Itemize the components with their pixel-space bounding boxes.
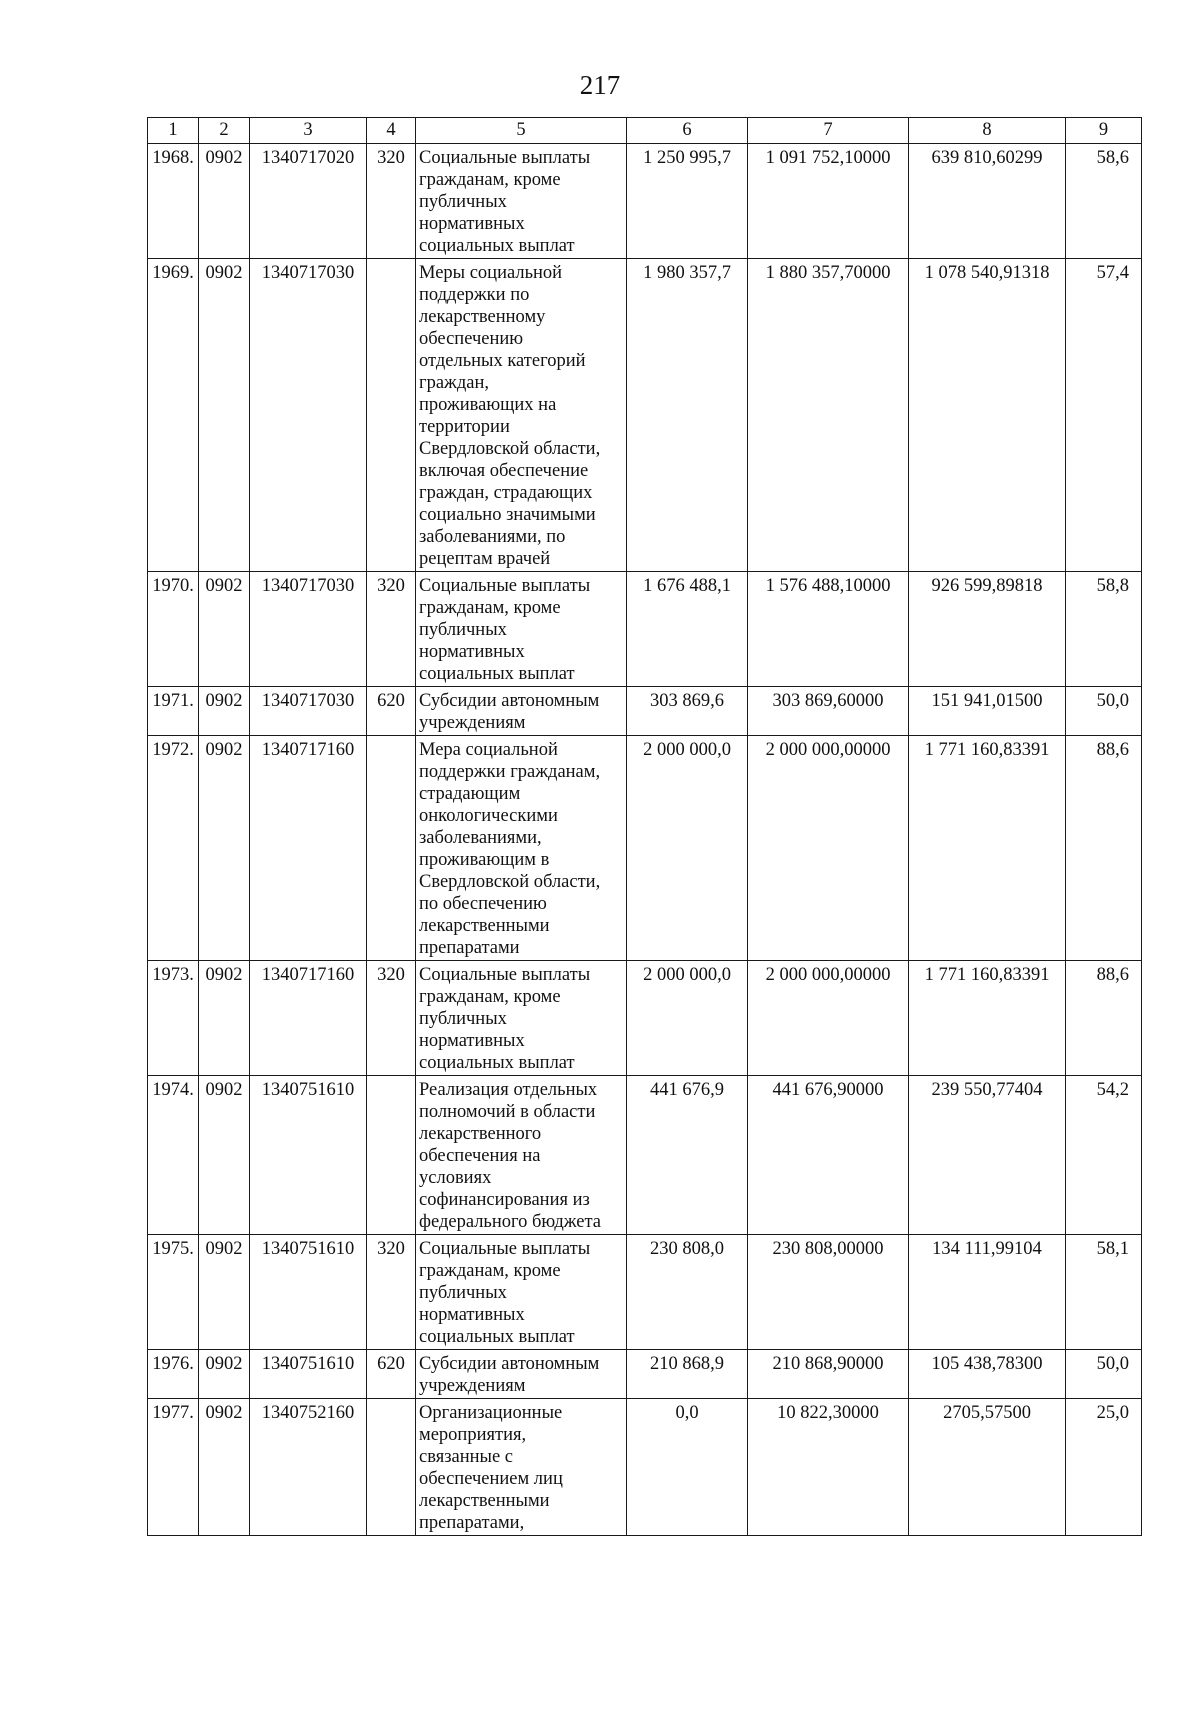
section-code-cell: 0902 (199, 1076, 250, 1235)
name-line: нормативных (419, 642, 525, 662)
name-line: нормативных (419, 214, 525, 234)
name-line: полномочий в области (419, 1102, 596, 1122)
expense-type-cell (367, 259, 416, 572)
value-col6-cell: 0,0 (627, 1399, 748, 1536)
name-line: нормативных (419, 1305, 525, 1325)
section-code-cell: 0902 (199, 1235, 250, 1350)
name-line: обеспечения на (419, 1146, 541, 1166)
target-article-cell: 1340717030 (250, 572, 367, 687)
percent-cell: 58,6 (1066, 144, 1142, 259)
name-line: Организационные (419, 1403, 563, 1423)
name-line: публичных (419, 1009, 507, 1029)
target-article-cell: 1340751610 (250, 1076, 367, 1235)
table-row (148, 144, 1142, 259)
section-code-cell: 0902 (199, 1399, 250, 1536)
table-header-row (148, 118, 1142, 144)
budget-table (147, 117, 1142, 1536)
percent-cell: 25,0 (1066, 1399, 1142, 1536)
expense-type-cell: 620 (367, 1350, 416, 1399)
target-article-cell: 1340717030 (250, 259, 367, 572)
value-col6-cell: 1 980 357,7 (627, 259, 748, 572)
value-col7-cell: 2 000 000,00000 (748, 736, 909, 961)
name-line: учреждениям (419, 713, 526, 733)
value-col8-cell: 1 771 160,83391 (909, 961, 1066, 1076)
value-col6-cell: 230 808,0 (627, 1235, 748, 1350)
name-line: Мера социальной (419, 740, 558, 760)
name-line: онкологическими (419, 806, 558, 826)
name-line: гражданам, кроме (419, 598, 561, 618)
name-line: Социальные выплаты (419, 965, 591, 985)
name-line: рецептам врачей (419, 549, 551, 569)
target-article-cell: 1340717030 (250, 687, 367, 736)
value-col7-cell: 210 868,90000 (748, 1350, 909, 1399)
header-cell: 2 (199, 118, 250, 144)
name-line: препаратами, (419, 1513, 525, 1533)
value-col8-cell: 239 550,77404 (909, 1076, 1066, 1235)
row-number-cell: 1972. (148, 736, 199, 961)
name-line: условиях (419, 1168, 492, 1188)
row-number-cell: 1974. (148, 1076, 199, 1235)
name-line: нормативных (419, 1031, 525, 1051)
name-line: препаратами (419, 938, 520, 958)
section-code-cell: 0902 (199, 736, 250, 961)
name-cell (416, 572, 627, 687)
name-line: федерального бюджета (419, 1212, 602, 1232)
value-col8-cell: 134 111,99104 (909, 1235, 1066, 1350)
percent-cell: 54,2 (1066, 1076, 1142, 1235)
header-cell: 7 (748, 118, 909, 144)
row-number-cell: 1969. (148, 259, 199, 572)
section-code-cell: 0902 (199, 961, 250, 1076)
table-row (148, 736, 1142, 961)
name-line: лекарственному (419, 307, 546, 327)
name-line: по обеспечению (419, 894, 547, 914)
page-number: 217 (579, 70, 621, 100)
value-col6-cell: 1 250 995,7 (627, 144, 748, 259)
value-col6-cell: 2 000 000,0 (627, 736, 748, 961)
header-cell: 3 (250, 118, 367, 144)
value-col8-cell: 1 771 160,83391 (909, 736, 1066, 961)
name-line: социальных выплат (419, 236, 575, 256)
name-line: Социальные выплаты (419, 1239, 591, 1259)
value-col6-cell: 1 676 488,1 (627, 572, 748, 687)
name-line: Реализация отдельных (419, 1080, 598, 1100)
value-col7-cell: 441 676,90000 (748, 1076, 909, 1235)
name-line: Социальные выплаты (419, 576, 591, 596)
value-col7-cell: 230 808,00000 (748, 1235, 909, 1350)
name-line: заболеваниями, по (419, 527, 566, 547)
name-line: мероприятия, (419, 1425, 527, 1445)
name-line: софинансирования из (419, 1190, 590, 1210)
expense-type-cell (367, 1076, 416, 1235)
name-line: публичных (419, 1283, 507, 1303)
table-row (148, 572, 1142, 687)
name-line: проживающих на (419, 395, 557, 415)
table-row (148, 687, 1142, 736)
name-line: лекарственного (419, 1124, 542, 1144)
name-line: Субсидии автономным (419, 691, 600, 711)
value-col7-cell: 1 880 357,70000 (748, 259, 909, 572)
name-cell (416, 687, 627, 736)
name-line: социально значимыми (419, 505, 596, 525)
expense-type-cell (367, 736, 416, 961)
name-line: заболеваниями, (419, 828, 542, 848)
value-col7-cell: 1 576 488,10000 (748, 572, 909, 687)
value-col7-cell: 1 091 752,10000 (748, 144, 909, 259)
value-col6-cell: 303 869,6 (627, 687, 748, 736)
row-number-cell: 1973. (148, 961, 199, 1076)
header-cell: 4 (367, 118, 416, 144)
name-line: гражданам, кроме (419, 987, 561, 1007)
value-col8-cell: 639 810,60299 (909, 144, 1066, 259)
table-row (148, 1235, 1142, 1350)
name-line: публичных (419, 620, 507, 640)
value-col8-cell: 105 438,78300 (909, 1350, 1066, 1399)
row-number-cell: 1968. (148, 144, 199, 259)
target-article-cell: 1340752160 (250, 1399, 367, 1536)
name-line: Социальные выплаты (419, 148, 591, 168)
name-line: учреждениям (419, 1376, 526, 1396)
name-line: Меры социальной (419, 263, 563, 283)
target-article-cell: 1340717020 (250, 144, 367, 259)
name-line: граждан, страдающих (419, 483, 593, 503)
value-col8-cell: 2705,57500 (909, 1399, 1066, 1536)
row-number-cell: 1975. (148, 1235, 199, 1350)
table-row (148, 961, 1142, 1076)
percent-cell: 58,8 (1066, 572, 1142, 687)
header-cell: 9 (1066, 118, 1142, 144)
name-cell (416, 736, 627, 961)
name-cell (416, 144, 627, 259)
table-row (148, 259, 1142, 572)
expense-type-cell: 320 (367, 572, 416, 687)
name-line: Субсидии автономным (419, 1354, 600, 1374)
value-col7-cell: 303 869,60000 (748, 687, 909, 736)
name-line: гражданам, кроме (419, 170, 561, 190)
target-article-cell: 1340751610 (250, 1235, 367, 1350)
name-line: Свердловской области, (419, 439, 601, 459)
target-article-cell: 1340717160 (250, 961, 367, 1076)
value-col6-cell: 441 676,9 (627, 1076, 748, 1235)
percent-cell: 50,0 (1066, 1350, 1142, 1399)
section-code-cell: 0902 (199, 144, 250, 259)
section-code-cell: 0902 (199, 1350, 250, 1399)
name-line: публичных (419, 192, 507, 212)
name-line: поддержки по (419, 285, 530, 305)
row-number-cell: 1970. (148, 572, 199, 687)
name-line: территории (419, 417, 510, 437)
name-line: обеспечению (419, 329, 524, 349)
expense-type-cell: 320 (367, 144, 416, 259)
expense-type-cell: 320 (367, 961, 416, 1076)
name-line: социальных выплат (419, 664, 575, 684)
percent-cell: 88,6 (1066, 961, 1142, 1076)
percent-cell: 50,0 (1066, 687, 1142, 736)
value-col7-cell: 2 000 000,00000 (748, 961, 909, 1076)
value-col6-cell: 2 000 000,0 (627, 961, 748, 1076)
name-line: поддержки гражданам, (419, 762, 601, 782)
expense-type-cell: 620 (367, 687, 416, 736)
name-cell (416, 1350, 627, 1399)
percent-cell: 57,4 (1066, 259, 1142, 572)
name-cell (416, 1399, 627, 1536)
table-row (148, 1076, 1142, 1235)
name-line: социальных выплат (419, 1053, 575, 1073)
table-row (148, 1350, 1142, 1399)
header-cell: 5 (416, 118, 627, 144)
name-line: отдельных категорий (419, 351, 586, 371)
name-line: лекарственными (419, 916, 550, 936)
name-line: граждан, (419, 373, 489, 393)
section-code-cell: 0902 (199, 572, 250, 687)
name-line: включая обеспечение (419, 461, 589, 481)
name-cell (416, 1076, 627, 1235)
header-cell: 6 (627, 118, 748, 144)
row-number-cell: 1971. (148, 687, 199, 736)
value-col8-cell: 926 599,89818 (909, 572, 1066, 687)
name-cell (416, 259, 627, 572)
name-line: связанные с (419, 1447, 514, 1467)
name-cell (416, 1235, 627, 1350)
row-number-cell: 1976. (148, 1350, 199, 1399)
name-cell (416, 961, 627, 1076)
expense-type-cell (367, 1399, 416, 1536)
table-row (148, 1399, 1142, 1536)
name-line: Свердловской области, (419, 872, 601, 892)
name-line: страдающим (419, 784, 521, 804)
section-code-cell: 0902 (199, 259, 250, 572)
target-article-cell: 1340717160 (250, 736, 367, 961)
name-line: гражданам, кроме (419, 1261, 561, 1281)
value-col6-cell: 210 868,9 (627, 1350, 748, 1399)
value-col8-cell: 151 941,01500 (909, 687, 1066, 736)
expense-type-cell: 320 (367, 1235, 416, 1350)
percent-cell: 58,1 (1066, 1235, 1142, 1350)
row-number-cell: 1977. (148, 1399, 199, 1536)
name-line: лекарственными (419, 1491, 550, 1511)
name-line: проживающим в (419, 850, 550, 870)
value-col8-cell: 1 078 540,91318 (909, 259, 1066, 572)
section-code-cell: 0902 (199, 687, 250, 736)
percent-cell: 88,6 (1066, 736, 1142, 961)
value-col7-cell: 10 822,30000 (748, 1399, 909, 1536)
header-cell: 8 (909, 118, 1066, 144)
name-line: социальных выплат (419, 1327, 575, 1347)
target-article-cell: 1340751610 (250, 1350, 367, 1399)
name-line: обеспечением лиц (419, 1469, 563, 1489)
header-cell: 1 (148, 118, 199, 144)
